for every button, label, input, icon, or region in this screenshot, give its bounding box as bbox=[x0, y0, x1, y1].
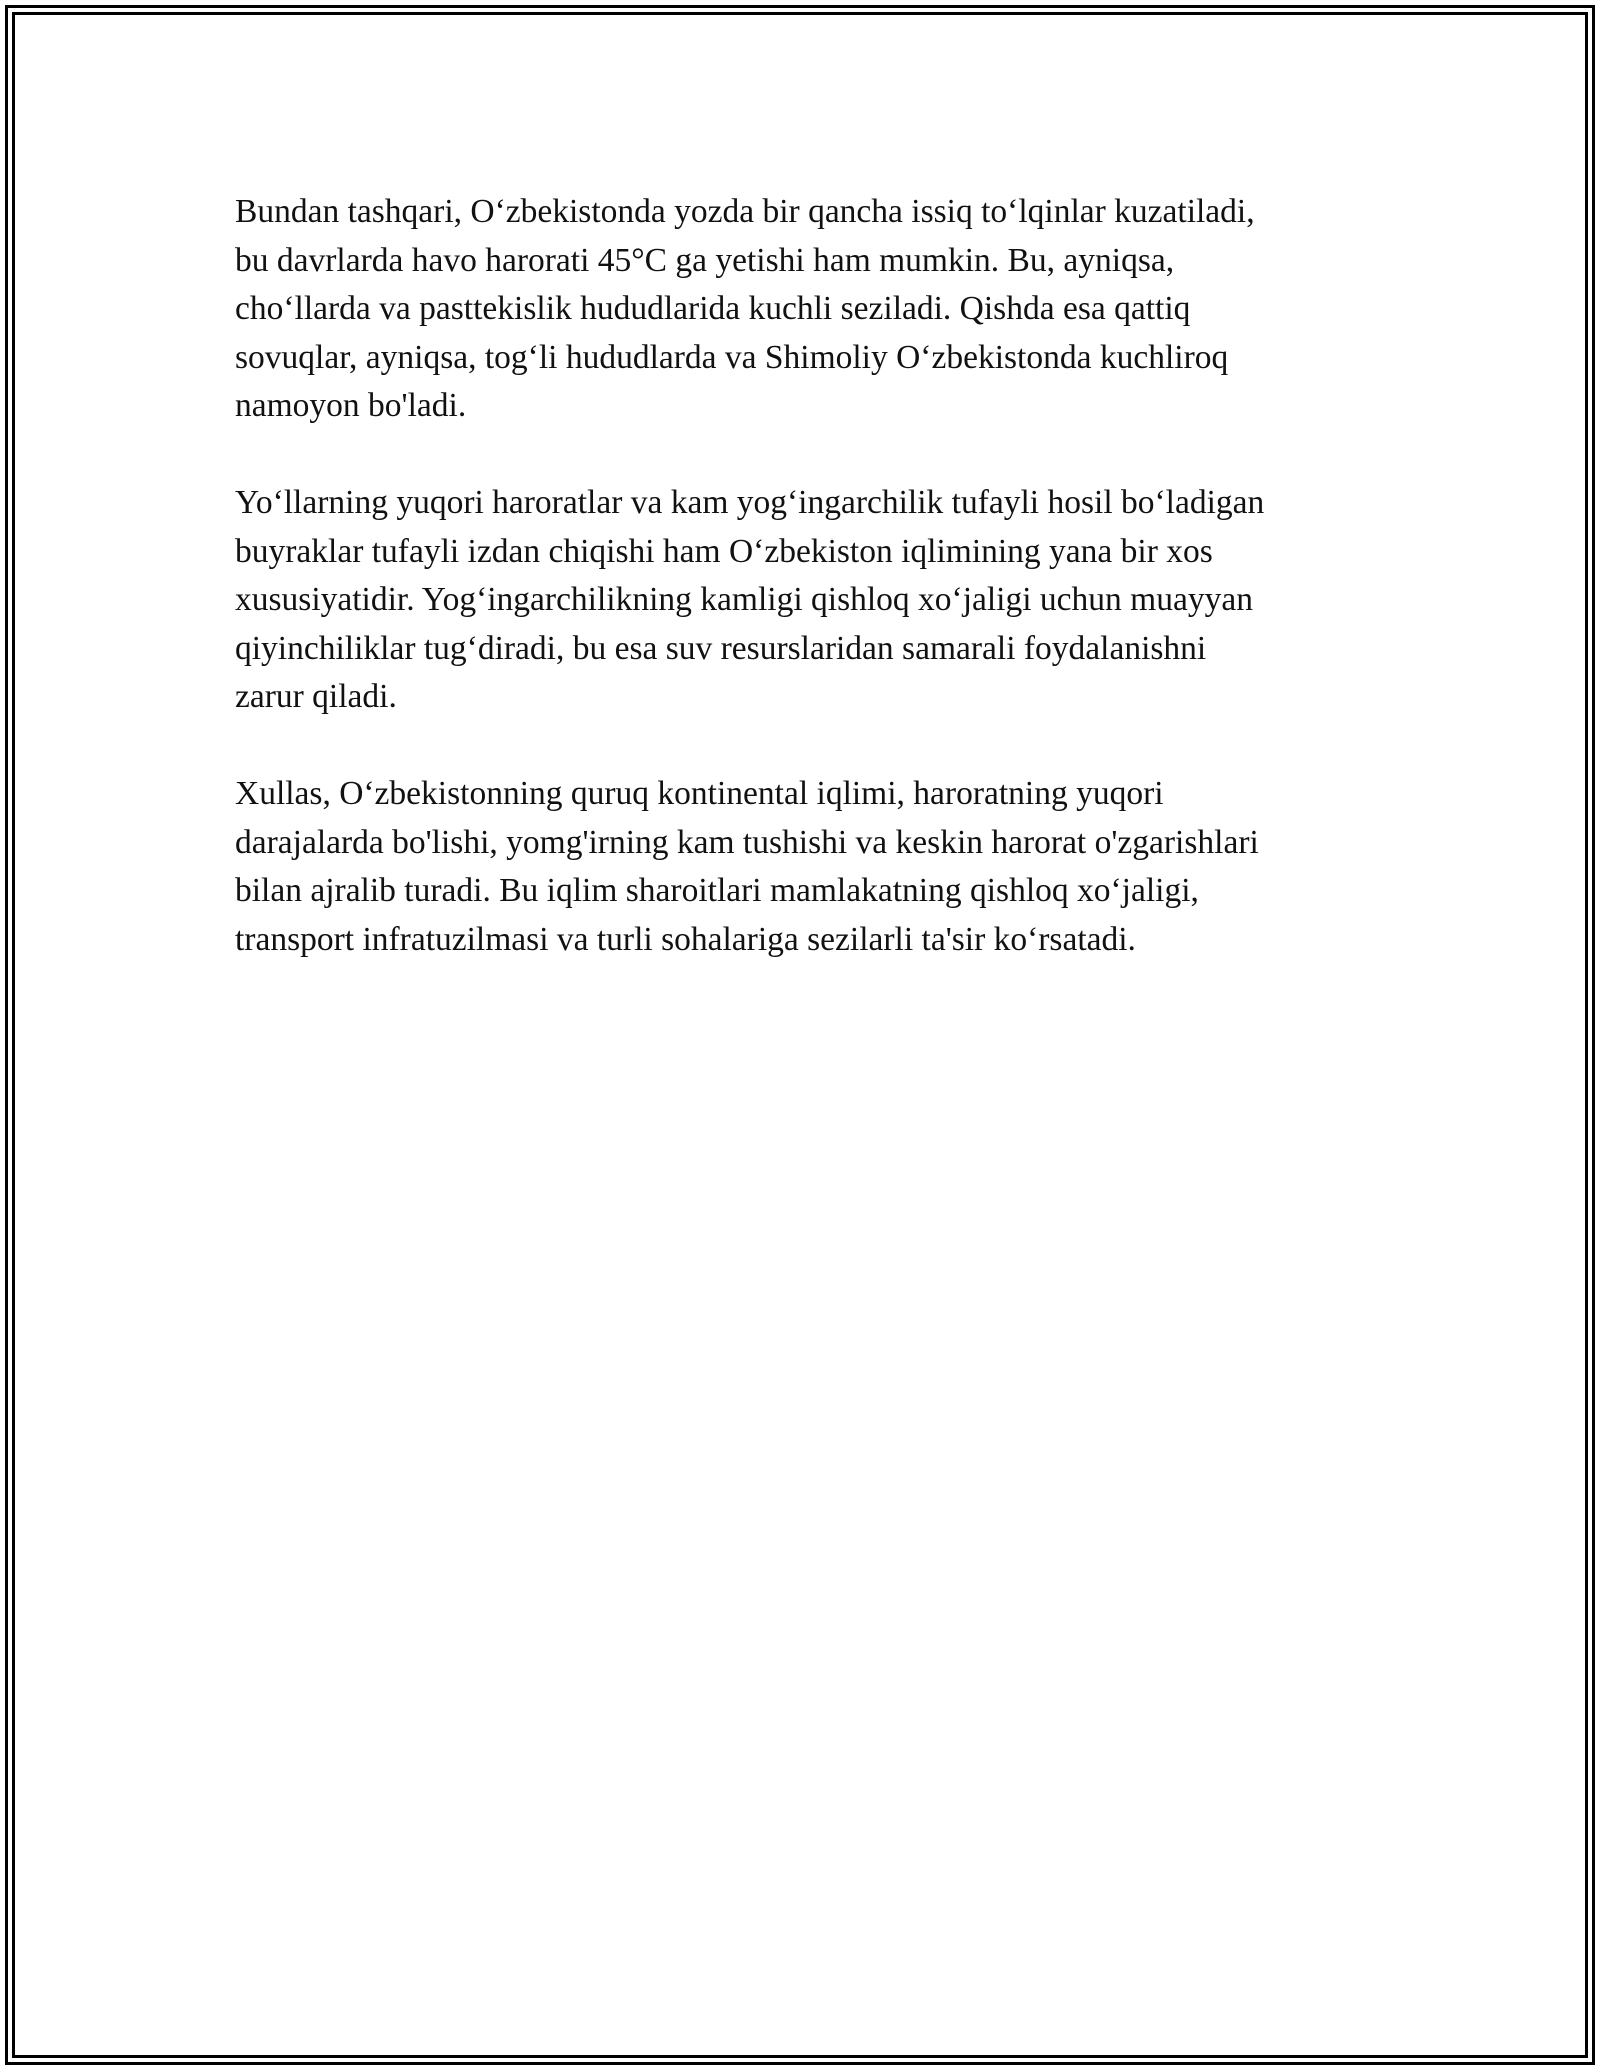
document-body bbox=[235, 188, 1385, 1013]
paragraph-conclusion: Xullas, O‘zbekistonning quruq kontinental iqlimi, haroratning yuqori darajalarda bo'lishi, yomg'irning kam tushishi va keskin harorat o'zgarishlari bilan ajralib turadi. Bu iqlim sharoitlari mamlakatning qishloq xo‘jaligi, transport infratuzilmasi va turli sohalariga sezilarli ta'sir ko‘rsatadi. bbox=[235, 775, 1259, 958]
paragraph-road-damage: Yo‘llarning yuqori haroratlar va kam yog‘ingarchilik tufayli hosil bo‘ladigan buyraklar tufayli izdan chiqishi ham O‘zbekiston iqlimining yana bir xos xususiyatidir. Yog‘ingarchilikning kamligi qishloq xo‘jaligi uchun muayyan qiyinchiliklar tug‘diradi, bu esa suv resurslaridan samarali foydalanishni zarur qiladi. bbox=[235, 484, 1265, 715]
paragraph-heat-waves: Bundan tashqari, O‘zbekistonda yozda bir qancha issiq to‘lqinlar kuzatiladi, bu davrlarda havo harorati 45°C ga yetishi ham mumkin. Bu, ayniqsa, cho‘llarda va pasttekislik hududlarida kuchli seziladi. Qishda esa qattiq sovuqlar, ayniqsa, tog‘li hududlarda va Shimoliy O‘zbekistonda kuchliroq namoyon bo'ladi. bbox=[235, 193, 1255, 424]
